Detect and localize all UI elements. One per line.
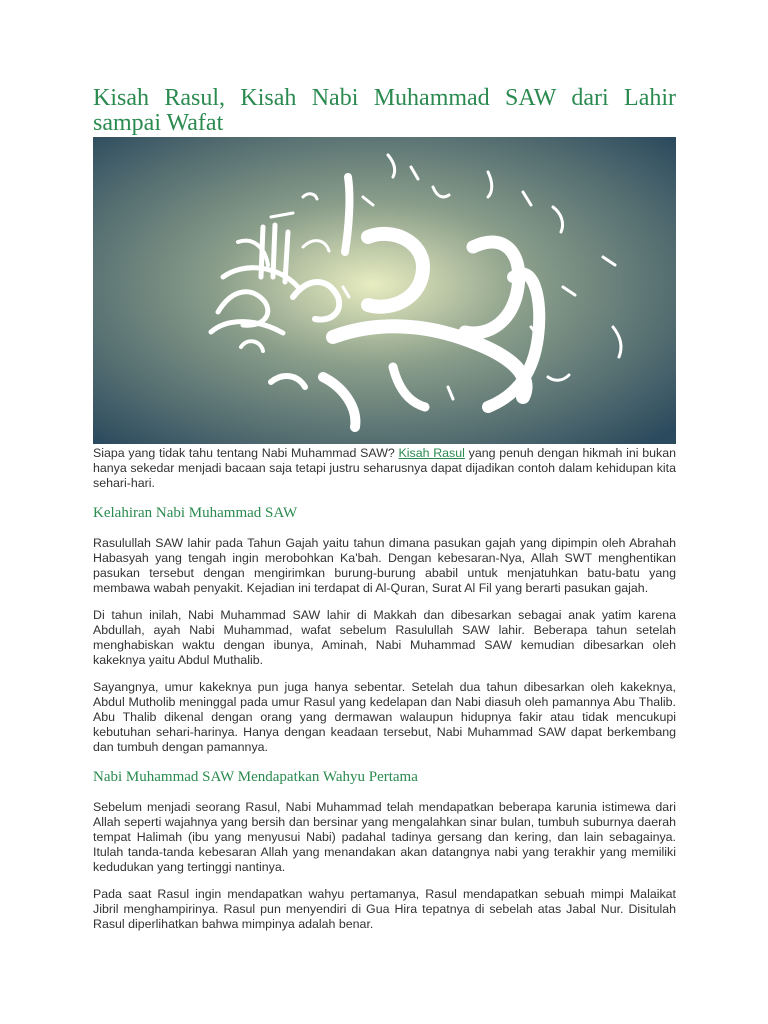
kisah-rasul-link[interactable]: Kisah Rasul [398, 446, 465, 460]
article-body [93, 446, 676, 944]
intro-paragraph: Siapa yang tidak tahu tentang Nabi Muhammad SAW? Kisah Rasul yang penuh dengan hikmah ini bukan hanya sekedar menjadi bacaan saja tetapi justru seharusnya dapat dijadikan contoh dalam kehidupan kita sehari-hari. [93, 446, 676, 490]
body-paragraph: Di tahun inilah, Nabi Muhammad SAW lahir di Makkah dan dibesarkan sebagai anak yatim karena Abdullah, ayah Nabi Muhammad, wafat sebelum Rasulullah SAW lahir. Beberapa tahun setelah menghabiskan waktu dengan ibunya, Aminah, Nabi Muhammad SAW kemudian dibesarkan oleh kakeknya yaitu Abdul Muthalib. [93, 608, 676, 667]
section-heading-wahyu-pertama: Nabi Muhammad SAW Mendapatkan Wahyu Pertama [93, 769, 418, 785]
hero-image [93, 137, 676, 444]
body-paragraph: Pada saat Rasul ingin mendapatkan wahyu pertamanya, Rasul mendapatkan sebuah mimpi Malaikat Jibril menghampirinya. Rasul pun menyendiri di Gua Hira tepatnya di sebelah atas Jabal Nur. Disitulah Rasul diperlihatkan bahwa mimpinya adalah benar. [93, 887, 676, 931]
section-heading-kelahiran: Kelahiran Nabi Muhammad SAW [93, 505, 298, 521]
body-paragraph: Sebelum menjadi seorang Rasul, Nabi Muhammad telah mendapatkan beberapa karunia istimewa dari Allah seperti wajahnya yang bersih dan bersinar yang mengalahkan sinar bulan, tumbuh suburnya daerah tempat Halimah (ibu yang menyusui Nabi) padahal tadinya gersang dan kering, dan lain sebagainya. Itulah tanda-tanda kebesaran Allah yang menandakan akan datangnya nabi yang terakhir yang memiliki kedudukan yang tertinggi nantinya. [93, 800, 676, 874]
body-paragraph: Rasulullah SAW lahir pada Tahun Gajah yaitu tahun dimana pasukan gajah yang dipimpin oleh Abrahah Habasyah yang tengah ingin merobohkan Ka'bah. Dengan kebesaran-Nya, Allah SWT menghentikan pasukan tersebut dengan mengirimkan burung-burung ababil untuk menjatuhkan batu-batu yang membawa wabah penyakit. Kejadian ini terdapat di Al-Quran, Surat Al Fil yang berarti pasukan gajah. [93, 536, 676, 595]
article-title: Kisah Rasul, Kisah Nabi Muhammad SAW dari Lahir sampai Wafat [93, 85, 676, 136]
body-paragraph: Sayangnya, umur kakeknya pun juga hanya sebentar. Setelah dua tahun dibesarkan oleh kakeknya, Abdul Mutholib meninggal pada umur Rasul yang kedelapan dan Nabi diasuh oleh pamannya Abu Thalib. Abu Thalib dikenal dengan orang yang dermawan walaupun hidupnya fakir atau tidak mencukupi kebutuhan sehari-harinya. Hanya dengan keadaan tersebut, Nabi Muhammad SAW dapat berkembang dan tumbuh dengan pamannya. [93, 680, 676, 754]
arabic-calligraphy-muhammad-icon [93, 137, 676, 444]
